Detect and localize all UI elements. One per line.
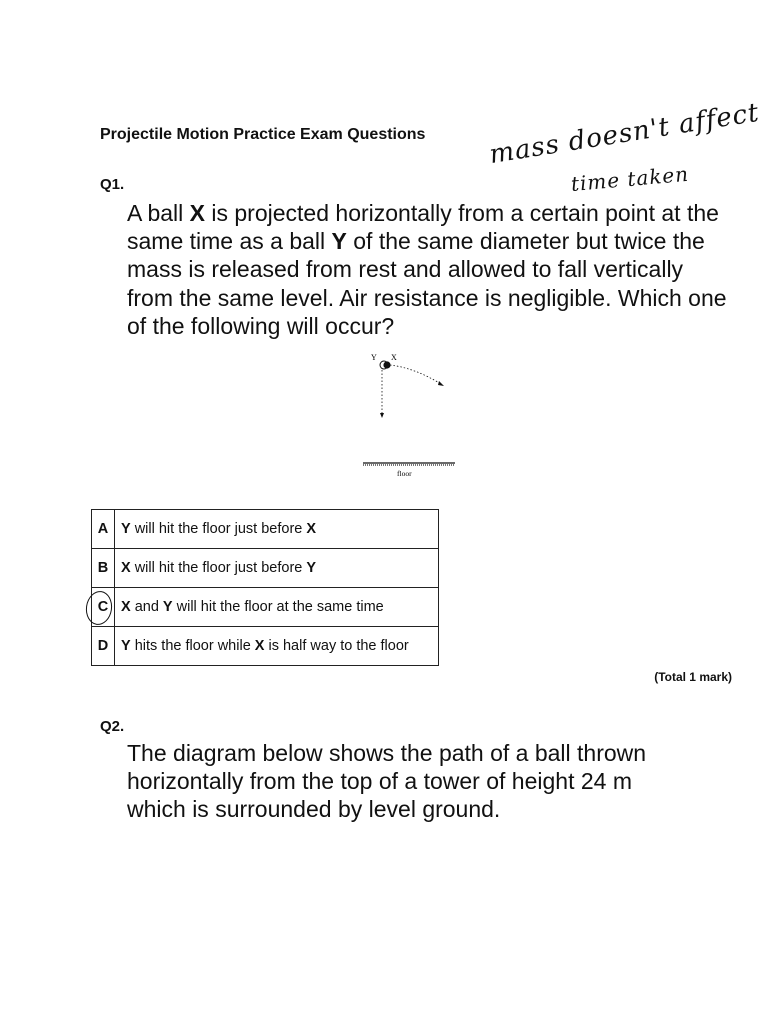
document-title: Projectile Motion Practice Exam Questions bbox=[100, 126, 426, 143]
option-text-part: will hit the floor at the same time bbox=[172, 599, 384, 615]
option-letter: A bbox=[92, 510, 115, 549]
total-marks: (Total 1 mark) bbox=[654, 670, 732, 684]
option-ball-label: Y bbox=[306, 560, 317, 576]
arrow-down-icon bbox=[380, 413, 384, 418]
option-ball-label: X bbox=[121, 560, 131, 576]
option-text bbox=[115, 588, 439, 627]
question-1-stem bbox=[127, 199, 727, 340]
question-2-stem: The diagram below shows the path of a ball thrown horizontally from the top of a tower of height 24 m which is surrounded by level ground. bbox=[127, 740, 647, 823]
option-text-part: hits the floor while bbox=[130, 638, 255, 654]
ball-y-label: Y bbox=[331, 228, 347, 255]
ball-x-shape bbox=[383, 361, 390, 368]
ball-x-label: X bbox=[189, 200, 205, 226]
option-row-d bbox=[92, 627, 439, 666]
option-text-part: will hit the floor just before bbox=[130, 560, 307, 576]
arrow-curve-icon bbox=[438, 381, 444, 386]
option-text bbox=[115, 549, 439, 588]
option-text bbox=[115, 627, 439, 666]
option-ball-label: Y bbox=[121, 521, 131, 537]
option-letter: B bbox=[92, 549, 115, 588]
option-ball-label: Y bbox=[162, 599, 173, 615]
option-text-part: will hit the floor just before bbox=[130, 521, 307, 537]
option-ball-label: X bbox=[306, 521, 317, 537]
question-1-label: Q1. bbox=[100, 176, 125, 193]
option-text-part: is half way to the floor bbox=[264, 638, 409, 654]
handwritten-note-line1: mass doesn't affect bbox=[487, 97, 762, 170]
handwritten-note-line2: time taken bbox=[569, 161, 690, 196]
stem-text: is projected horizontally from a certain point at the same time as a ball bbox=[127, 200, 719, 255]
answer-options-table bbox=[91, 509, 439, 666]
option-ball-label: X bbox=[254, 638, 265, 654]
option-text bbox=[115, 510, 439, 549]
diagram-label-x: X bbox=[391, 353, 397, 362]
question-2-label: Q2. bbox=[100, 718, 125, 735]
option-row-b bbox=[92, 549, 439, 588]
option-row-c bbox=[92, 588, 439, 627]
option-row-a bbox=[92, 510, 439, 549]
stem-text: of the same diameter but twice the mass is released from rest and allowed to fall vertically from the same level. Air resistance is negligible. Which one of the following will occur? bbox=[127, 228, 727, 339]
stem-text: A ball bbox=[127, 200, 190, 226]
floor-label: floor bbox=[397, 469, 412, 478]
diagram-label-y: Y bbox=[371, 353, 377, 362]
projectile-diagram bbox=[355, 350, 465, 485]
option-letter: C bbox=[92, 588, 115, 627]
projectile-path bbox=[390, 365, 441, 384]
option-letter: D bbox=[92, 627, 115, 666]
option-text-part: and bbox=[130, 599, 163, 615]
option-ball-label: X bbox=[121, 599, 131, 615]
option-ball-label: Y bbox=[121, 638, 131, 654]
